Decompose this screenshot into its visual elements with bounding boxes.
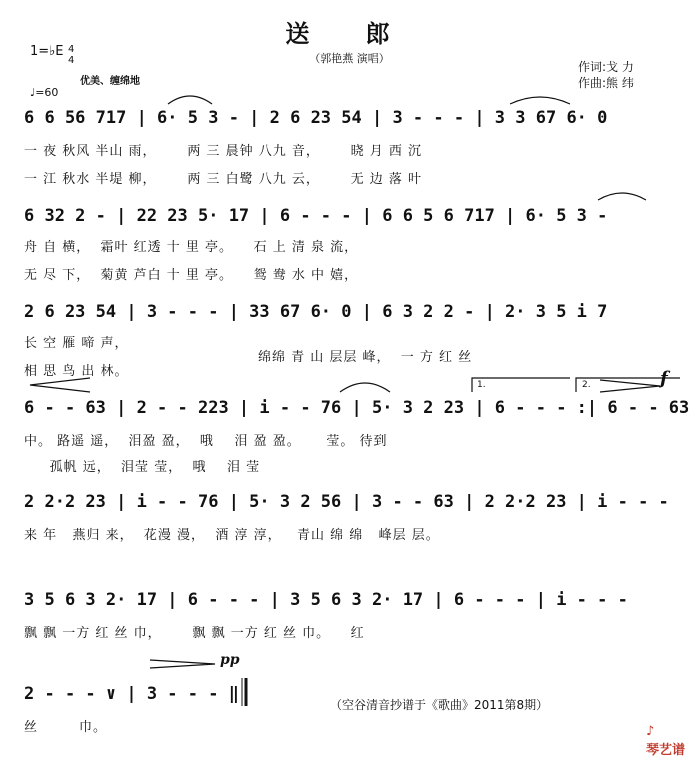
lyric-line-1a: 一 夜 秋风 半山 雨， 两 三 晨钟 八九 音， 晓 月 西 沉 [24, 144, 423, 159]
slur-2 [510, 97, 570, 104]
volta-first: 1. [477, 380, 486, 390]
score-line-4: 6 - - 63 | 2 - - 223 | i - - 76 | 5· 3 2 23 | 6 - - - :| 6 - - 63 [24, 398, 690, 418]
score-line-6: 3 5 6 3 2· 17 | 6 - - - | 3 5 6 3 2· 17 | 6 - - - | i - - - [24, 590, 628, 610]
lyricist-credit: 作词:戈 力 [578, 60, 634, 74]
time-signature: 4 4 [68, 44, 75, 66]
score-line-1: 6 6 56 717 | 6· 5 3 - | 2 6 23 54 | 3 - - - | 3 3 67 6· 0 [24, 108, 608, 128]
slur-1 [168, 96, 212, 104]
slur-3 [598, 193, 646, 200]
hairpin-2 [600, 380, 660, 392]
lyric-line-7: 丝 巾。 [24, 720, 108, 735]
volta-bracket-1 [472, 378, 570, 392]
score-line-2: 6 32 2 - | 22 23 5· 17 | 6 - - - | 6 6 5 6 717 | 6· 5 3 - [24, 206, 608, 226]
lyric-line-5: 来 年 燕归 来， 花漫 漫， 酒 淳 淳， 青山 绵 绵 峰层 层。 [24, 528, 440, 543]
lyric-line-2b: 无 尽 下， 菊黄 芦白 十 里 亭。 鸳 鸯 水 中 嬉， [24, 268, 359, 283]
dynamic-forte: f [660, 368, 668, 389]
singer-credit: （郭艳燕 演唱） [309, 52, 390, 65]
expression-mark: 优美、缠绵地 [80, 76, 140, 87]
tempo-mark: ♩=60 [30, 86, 59, 99]
lyric-line-1b: 一 江 秋水 半堤 柳， 两 三 白鹭 八九 云， 无 边 落 叶 [24, 172, 423, 187]
score-line-7: 2 - - - ∨ | 3 - - - ‖ [24, 684, 239, 704]
score-line-3: 2 6 23 54 | 3 - - - | 33 67 6· 0 | 6 3 2 2 - | 2· 3 5 i 7 [24, 302, 608, 322]
watermark-logo: ♪ 琴艺谱 [645, 724, 685, 758]
lyric-line-3c: 绵绵 青 山 层层 峰， 一 方 红 丝 [258, 350, 473, 365]
lyric-line-4b: 孤帆 远， 泪莹 莹， 哦 泪 莹 [24, 460, 261, 475]
score-line-5: 2 2·2 23 | i - - 76 | 5· 3 2 56 | 3 - - 63 | 2 2·2 23 | i - - - [24, 492, 669, 512]
key-signature: 1=♭E [30, 44, 64, 59]
composer-credit: 作曲:熊 纬 [578, 76, 634, 90]
song-title: 送 郎 [285, 20, 414, 48]
lyric-line-6: 飘 飘 一方 红 丝 巾， 飘 飘 一方 红 丝 巾。 红 [24, 626, 365, 641]
source-note: （空谷清音抄谱于《歌曲》2011第8期） [330, 698, 549, 712]
lyric-line-3b: 相 思 鸟 出 林。 [24, 364, 129, 379]
lyric-line-4a: 中。 路遥 遥， 泪盈 盈， 哦 泪 盈 盈。 莹。 待到 [24, 434, 388, 449]
hairpin-3 [150, 660, 215, 668]
volta-bracket-2 [576, 378, 680, 392]
dynamic-pianissimo: pp [220, 652, 240, 668]
hairpin-1 [30, 378, 90, 392]
music-note-icon: ♪ [645, 724, 655, 739]
volta-second: 2. [582, 380, 591, 390]
lyric-line-3a: 长 空 雁 啼 声， [24, 336, 129, 351]
lyric-line-2a: 舟 自 横， 霜叶 红透 十 里 亭。 石 上 清 泉 流， [24, 240, 359, 255]
slur-4 [340, 383, 390, 392]
